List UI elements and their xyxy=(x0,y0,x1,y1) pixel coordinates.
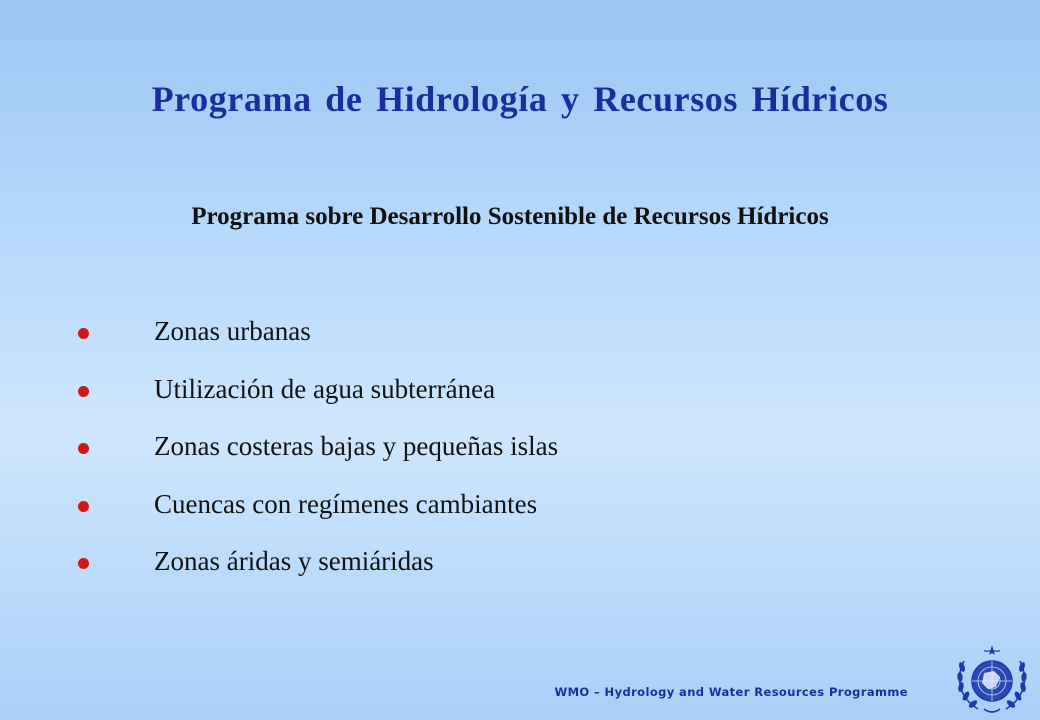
bullet-icon xyxy=(78,558,89,569)
wmo-emblem-icon xyxy=(954,643,1030,715)
bullet-icon xyxy=(78,386,89,397)
bullet-text: Zonas costeras bajas y pequeñas islas xyxy=(154,431,559,461)
bullet-text: Utilización de agua subterránea xyxy=(154,373,496,404)
bullet-text: Cuencas con regímenes cambiantes xyxy=(154,488,538,519)
bullet-icon xyxy=(78,501,89,512)
footer-text: WMO – Hydrology and Water Resources Programme xyxy=(554,685,908,699)
bullet-text: Zonas urbanas xyxy=(154,316,311,346)
slide-title: Programa de Hidrología y Recursos Hídricos xyxy=(151,79,889,119)
bullet-icon xyxy=(78,328,89,339)
list-item xyxy=(0,374,1040,432)
bullet-text: Zonas áridas y semiáridas xyxy=(154,546,434,576)
list-item xyxy=(0,431,1040,489)
list-item xyxy=(0,546,1040,604)
bullet-list xyxy=(0,316,1040,604)
list-item xyxy=(0,316,1040,374)
list-item xyxy=(0,489,1040,547)
slide-subtitle: Programa sobre Desarrollo Sostenible de Recursos Hídricos xyxy=(191,203,829,230)
bullet-icon xyxy=(78,443,89,454)
